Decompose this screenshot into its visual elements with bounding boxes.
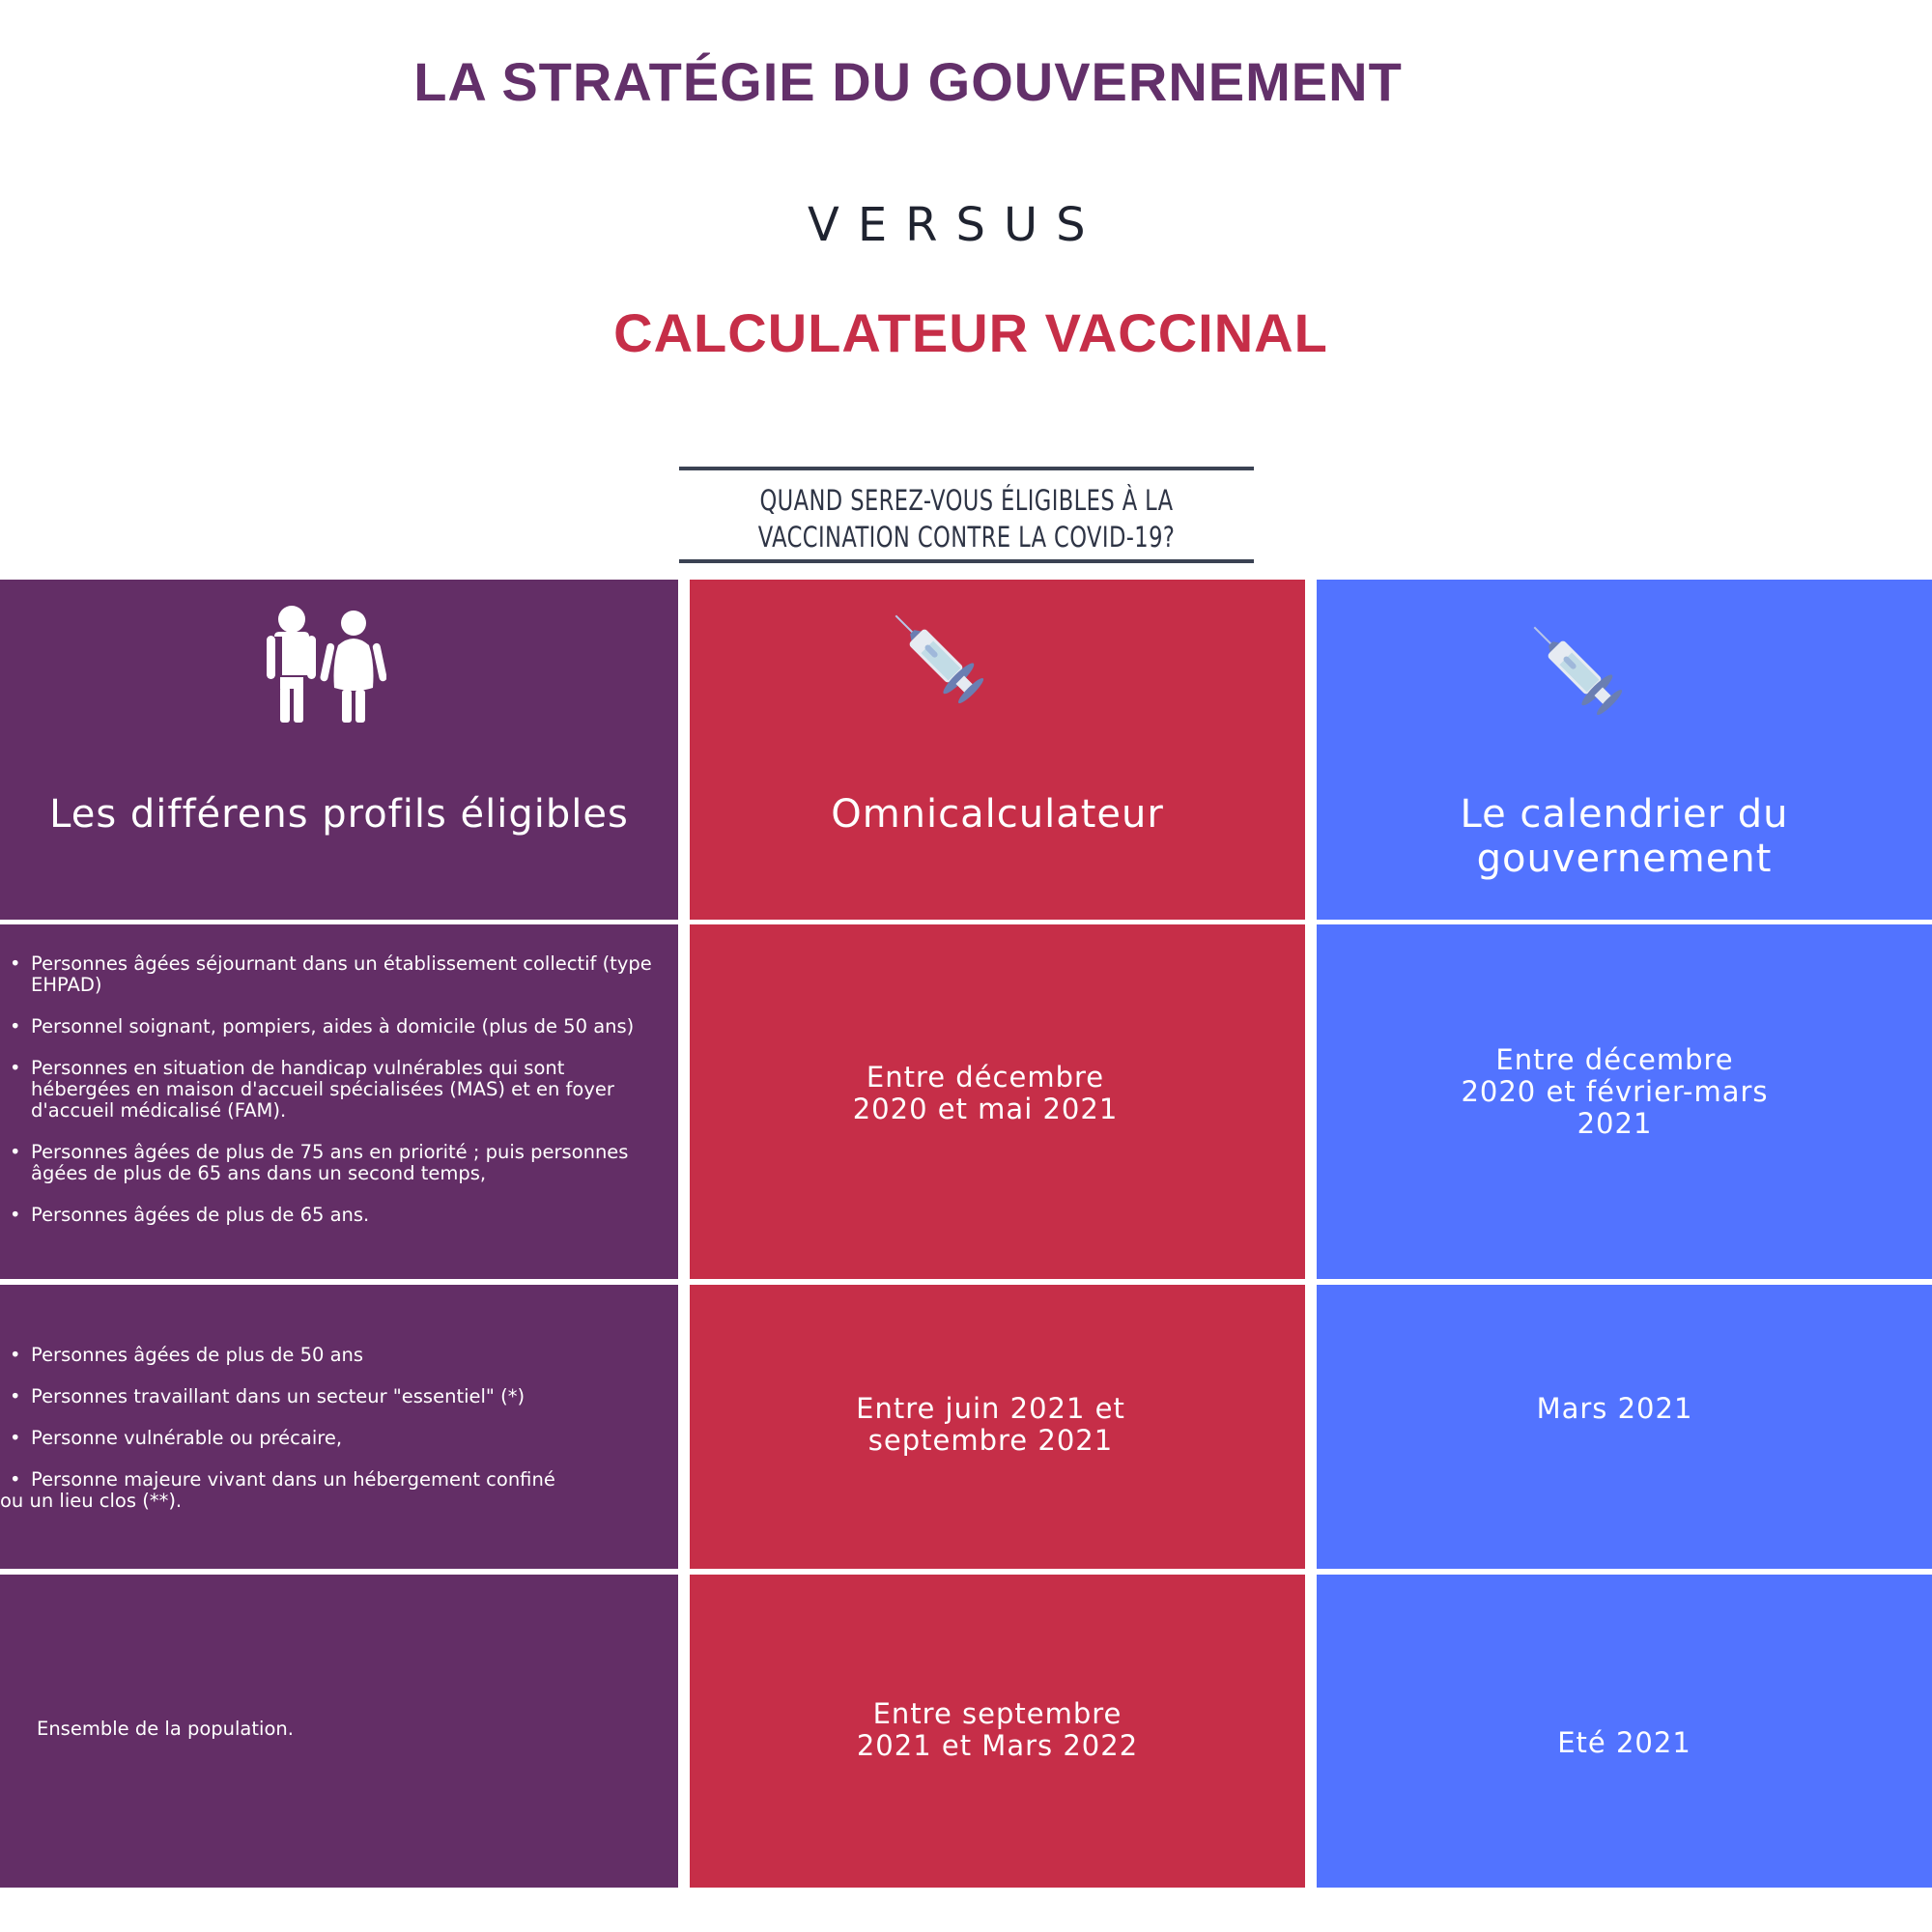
question-line-1: QUAND SEREZ-VOUS ÉLIGIBLES À LA [759,484,1174,517]
list-item: • Personnes âgées de plus de 75 ans en priorité ; puis personnes âgées de plus de 65 ans dans un second temps, [0,1142,678,1184]
question-text [742,482,1190,555]
list-item: • Personnel soignant, pompiers, aides à domicile (plus de 50 ans) [0,1016,678,1037]
row1-gouvernement-cell [1317,924,1932,1279]
list-item: • Personnes en situation de handicap vulnérables qui sont hébergées en maison d'accueil spécialisées (MAS) et en foyer d'accueil médicalisé (FAM). [0,1058,678,1122]
header-cell-profils [0,580,678,920]
column-header-gouvernement-line-2: gouvernement [1476,837,1773,881]
title-strategie-gouvernement: LA STRATÉGIE DU GOUVERNEMENT [413,51,1403,112]
question-line-2: VACCINATION CONTRE LA COVID-19? [757,521,1176,554]
row1-gouvernement-value: Entre décembre 2020 et février-mars 2021 [1461,1043,1769,1140]
list-item: • Personne vulnérable ou précaire, [0,1428,678,1449]
versus-label: VERSUS [808,198,1104,252]
row1-omnicalculateur-value: Entre décembre 2020 et mai 2021 [852,1061,1119,1125]
title-calculateur-vaccinal: CALCULATEUR VACCINAL [613,302,1328,363]
children-icon [261,605,386,726]
list-item: • Personne majeure vivant dans un hébergement confiné ou un lieu clos (**). [0,1469,678,1512]
column-header-gouvernement [1317,792,1932,881]
header-cell-omnicalculateur [690,580,1305,920]
header-cell-gouvernement [1317,580,1932,920]
row2-profile-list [0,1345,678,1532]
column-header-gouvernement-line-1: Le calendrier du [1460,792,1789,837]
list-item: • Personnes âgées de plus de 50 ans [0,1345,678,1366]
row3-omnicalculateur-value: Entre septembre 2021 et Mars 2022 [856,1697,1139,1762]
column-header-profils: Les différens profils éligibles [49,792,629,837]
row3-profile-text: Ensemble de la population. [37,1718,294,1740]
row1-omnicalculateur-cell [690,924,1305,1279]
row2-profiles-cell [0,1285,678,1569]
row2-gouvernement-value: Mars 2021 [1536,1392,1693,1425]
list-item: • Personnes âgées de plus de 65 ans. [0,1205,678,1226]
row2-omnicalculateur-value: Entre juin 2021 et septembre 2021 [856,1392,1125,1457]
row2-omnicalculateur-cell [690,1285,1305,1569]
syringe-icon [1521,614,1628,721]
row1-profiles-cell [0,924,678,1279]
row1-profile-list [0,953,678,1246]
row3-gouvernement-value: Eté 2021 [1557,1726,1691,1759]
row3-profiles-cell [0,1575,678,1888]
row3-omnicalculateur-cell [690,1575,1305,1888]
question-box [679,467,1254,563]
column-header-omnicalculateur: Omnicalculateur [831,792,1164,837]
row3-gouvernement-cell [1317,1575,1932,1888]
row2-gouvernement-cell [1317,1285,1932,1569]
syringe-icon [883,603,989,709]
list-item: • Personnes travaillant dans un secteur "essentiel" (*) [0,1386,678,1407]
list-item: • Personnes âgées séjournant dans un établissement collectif (type EHPAD) [0,953,678,996]
